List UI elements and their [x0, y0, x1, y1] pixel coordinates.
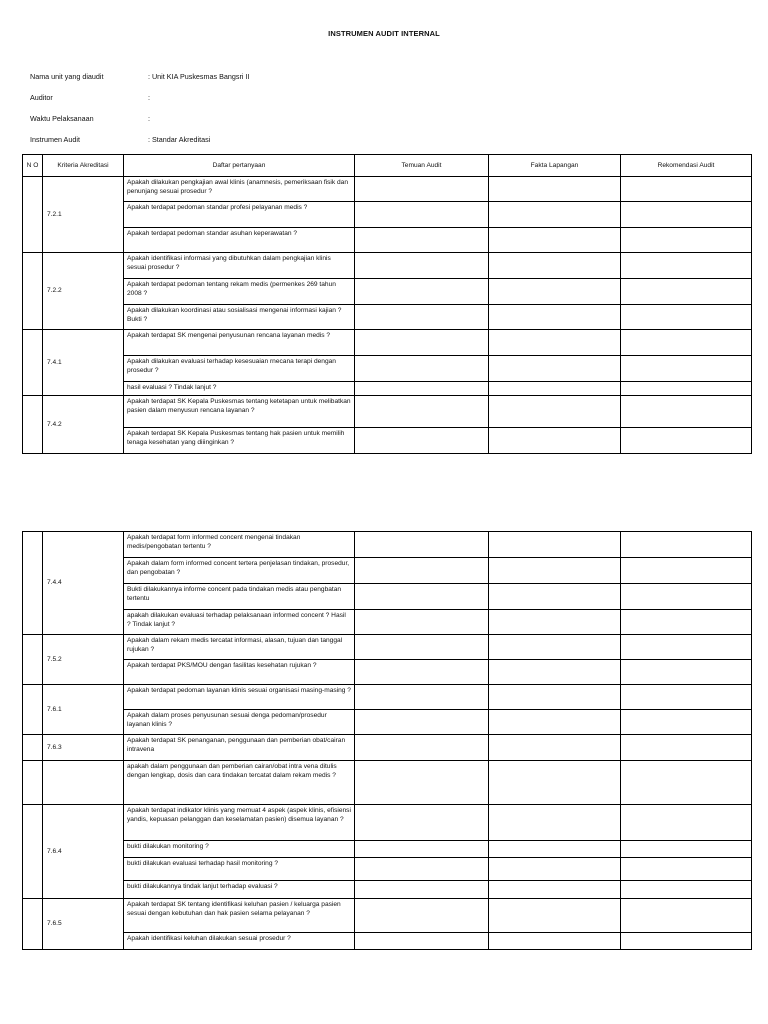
kriteria-cell: 7.6.3 — [43, 735, 124, 761]
rekomendasi-cell[interactable] — [621, 356, 752, 382]
fakta-cell[interactable] — [489, 253, 621, 279]
temuan-cell[interactable] — [355, 805, 489, 841]
question-cell: bukti dilakukan monitoring ? — [124, 841, 355, 858]
no-cell — [23, 899, 43, 950]
rekomendasi-cell[interactable] — [621, 584, 752, 610]
fakta-cell[interactable] — [489, 610, 621, 635]
table-row — [23, 610, 752, 635]
rekomendasi-cell[interactable] — [621, 635, 752, 660]
table-header-row — [23, 155, 752, 177]
question-cell: Apakah terdapat SK tentang identifikasi keluhan pasien / keluarga pasien sesuai dengan kebutuhan dan hak pasien selama pelayanan ? — [124, 899, 355, 933]
table-row — [23, 428, 752, 454]
question-cell: Apakah dalam proses penyusunan sesuai denga pedoman/prosedur layanan klinis ? — [124, 710, 355, 735]
temuan-cell[interactable] — [355, 532, 489, 558]
fakta-cell[interactable] — [489, 177, 621, 202]
temuan-cell[interactable] — [355, 558, 489, 584]
fakta-cell[interactable] — [489, 735, 621, 761]
fakta-cell[interactable] — [489, 899, 621, 933]
table-row — [23, 881, 752, 899]
temuan-cell[interactable] — [355, 710, 489, 735]
table-row — [23, 228, 752, 253]
question-cell: Apakah terdapat indikator klinis yang memuat 4 aspek (aspek klinis, efisiensi yandis, kepuasan pelanggan dan keselamatan pasien) disemua layanan ? — [124, 805, 355, 841]
info-label: Instrumen Audit — [30, 135, 80, 144]
kriteria-cell: 7.2.1 — [43, 177, 124, 253]
no-cell — [23, 635, 43, 685]
info-label: Auditor — [30, 93, 53, 102]
header-rekomendasi: Rekomendasi Audit — [621, 155, 752, 177]
question-cell: Apakah terdapat pedoman standar asuhan keperawatan ? — [124, 228, 355, 253]
no-cell — [23, 805, 43, 899]
rekomendasi-cell[interactable] — [621, 761, 752, 805]
audit-table-page-2 — [22, 531, 752, 950]
fakta-cell[interactable] — [489, 305, 621, 330]
rekomendasi-cell[interactable] — [621, 858, 752, 881]
table-row — [23, 279, 752, 305]
question-cell: Apakah dalam form informed concent tertera penjelasan tindakan, prosedur, dan pengobatan ? — [124, 558, 355, 584]
rekomendasi-cell[interactable] — [621, 428, 752, 454]
no-cell — [23, 685, 43, 735]
rekomendasi-cell[interactable] — [621, 735, 752, 761]
table-row — [23, 735, 752, 761]
question-cell: apakah dilakukan evaluasi terhadap pelaksanaan informed concent ? Hasil ? Tindak lanjut ? — [124, 610, 355, 635]
question-cell: Apakah terdapat pedoman standar profesi pelayanan medis ? — [124, 202, 355, 228]
fakta-cell[interactable] — [489, 356, 621, 382]
question-cell: Apakah terdapat SK penanganan, penggunaan dan pemberian obat/cairan intravena — [124, 735, 355, 761]
table-row — [23, 841, 752, 858]
table-row — [23, 330, 752, 356]
question-cell: Apakah dilakukan koordinasi atau sosialisasi mengenai informasi kajian ? Bukti ? — [124, 305, 355, 330]
header-fakta: Fakta Lapangan — [489, 155, 621, 177]
question-cell: Apakah identifikasi keluhan dilakukan sesuai prosedur ? — [124, 933, 355, 950]
question-cell: Apakah dalam rekam medis tercatat informasi, alasan, tujuan dan tanggal rujukan ? — [124, 635, 355, 660]
temuan-cell[interactable] — [355, 428, 489, 454]
table-row — [23, 305, 752, 330]
temuan-cell[interactable] — [355, 933, 489, 950]
table-row — [23, 532, 752, 558]
fakta-cell[interactable] — [489, 933, 621, 950]
header-temuan: Temuan Audit — [355, 155, 489, 177]
question-cell: Apakah terdapat form informed concent mengenai tindakan medis/pengobatan tertentu ? — [124, 532, 355, 558]
no-cell — [23, 253, 43, 330]
temuan-cell[interactable] — [355, 735, 489, 761]
temuan-cell[interactable] — [355, 202, 489, 228]
fakta-cell[interactable] — [489, 660, 621, 685]
temuan-cell[interactable] — [355, 685, 489, 710]
temuan-cell[interactable] — [355, 899, 489, 933]
fakta-cell[interactable] — [489, 382, 621, 396]
fakta-cell[interactable] — [489, 279, 621, 305]
question-cell: bukti dilakukan evaluasi terhadap hasil monitoring ? — [124, 858, 355, 881]
no-cell — [23, 761, 43, 805]
info-label: Nama unit yang diaudit — [30, 72, 104, 81]
rekomendasi-cell[interactable] — [621, 228, 752, 253]
fakta-cell[interactable] — [489, 858, 621, 881]
question-cell: hasil evaluasi ? Tindak lanjut ? — [124, 382, 355, 396]
temuan-cell[interactable] — [355, 881, 489, 899]
no-cell — [23, 532, 43, 635]
fakta-cell[interactable] — [489, 228, 621, 253]
fakta-cell[interactable] — [489, 710, 621, 735]
no-cell — [23, 396, 43, 454]
table-row — [23, 805, 752, 841]
no-cell — [23, 735, 43, 761]
table-row — [23, 356, 752, 382]
temuan-cell[interactable] — [355, 177, 489, 202]
question-cell: Apakah dilakukan evaluasi terhadap kesesuaian rnecana terapi dengan prosedur ? — [124, 356, 355, 382]
fakta-cell[interactable] — [489, 584, 621, 610]
no-cell — [23, 177, 43, 253]
table-row — [23, 635, 752, 660]
rekomendasi-cell[interactable] — [621, 202, 752, 228]
table-row — [23, 584, 752, 610]
kriteria-cell: 7.4.4 — [43, 532, 124, 635]
table-row — [23, 396, 752, 428]
info-label: Waktu Pelaksanaan — [30, 114, 94, 123]
fakta-cell[interactable] — [489, 805, 621, 841]
rekomendasi-cell[interactable] — [621, 710, 752, 735]
table-row — [23, 933, 752, 950]
kriteria-cell: 7.4.2 — [43, 396, 124, 454]
table-row — [23, 710, 752, 735]
question-cell: Apakah terdapat SK Kepala Puskesmas tentang hak pasien untuk memilih tenaga kesehatan yang diiinginkan ? — [124, 428, 355, 454]
rekomendasi-cell[interactable] — [621, 805, 752, 841]
kriteria-cell: 7.5.2 — [43, 635, 124, 685]
rekomendasi-cell[interactable] — [621, 660, 752, 685]
kriteria-cell: 7.6.4 — [43, 805, 124, 899]
table-row — [23, 761, 752, 805]
fakta-cell[interactable] — [489, 761, 621, 805]
no-cell — [23, 330, 43, 396]
table-row — [23, 558, 752, 584]
question-cell: Apakah terdapat pedoman tentang rekam medis (permenkes 269 tahun 2008 ? — [124, 279, 355, 305]
temuan-cell[interactable] — [355, 858, 489, 881]
table-row — [23, 899, 752, 933]
temuan-cell[interactable] — [355, 279, 489, 305]
info-value: : — [148, 114, 150, 123]
temuan-cell[interactable] — [355, 253, 489, 279]
rekomendasi-cell[interactable] — [621, 933, 752, 950]
kriteria-cell: 7.6.1 — [43, 685, 124, 735]
rekomendasi-cell[interactable] — [621, 396, 752, 428]
temuan-cell[interactable] — [355, 610, 489, 635]
question-cell: Apakah terdapat SK mengenai penyusunan rencana layanan medis ? — [124, 330, 355, 356]
rekomendasi-cell[interactable] — [621, 177, 752, 202]
temuan-cell[interactable] — [355, 356, 489, 382]
fakta-cell[interactable] — [489, 841, 621, 858]
rekomendasi-cell[interactable] — [621, 305, 752, 330]
audit-table-page-1 — [22, 154, 752, 454]
kriteria-cell: 7.2.2 — [43, 253, 124, 330]
temuan-cell[interactable] — [355, 228, 489, 253]
info-value: : Standar Akreditasi — [148, 135, 211, 144]
temuan-cell[interactable] — [355, 330, 489, 356]
rekomendasi-cell[interactable] — [621, 253, 752, 279]
kriteria-cell: 7.4.1 — [43, 330, 124, 396]
fakta-cell[interactable] — [489, 558, 621, 584]
kriteria-cell — [43, 761, 124, 805]
question-cell: Apakah identifikasi informasi yang dibutuhkan dalam pengkajian klinis sesuai prosedur ? — [124, 253, 355, 279]
info-value: : — [148, 93, 150, 102]
temuan-cell[interactable] — [355, 396, 489, 428]
fakta-cell[interactable] — [489, 881, 621, 899]
rekomendasi-cell[interactable] — [621, 279, 752, 305]
rekomendasi-cell[interactable] — [621, 610, 752, 635]
rekomendasi-cell[interactable] — [621, 558, 752, 584]
kriteria-cell: 7.6.5 — [43, 899, 124, 950]
temuan-cell[interactable] — [355, 660, 489, 685]
temuan-cell[interactable] — [355, 305, 489, 330]
fakta-cell[interactable] — [489, 685, 621, 710]
rekomendasi-cell[interactable] — [621, 532, 752, 558]
header-pertanyaan: Daftar pertanyaan — [124, 155, 355, 177]
fakta-cell[interactable] — [489, 635, 621, 660]
table-row — [23, 660, 752, 685]
fakta-cell[interactable] — [489, 202, 621, 228]
rekomendasi-cell[interactable] — [621, 330, 752, 356]
temuan-cell[interactable] — [355, 584, 489, 610]
temuan-cell[interactable] — [355, 841, 489, 858]
table-row — [23, 253, 752, 279]
table-row — [23, 177, 752, 202]
question-cell: Apakah terdapat pedoman layanan klinis sesuai organisasi masing-masing ? — [124, 685, 355, 710]
question-cell: Apakah terdapat PKS/MOU dengan fasilitas kesehatan rujukan ? — [124, 660, 355, 685]
question-cell: Bukti dilakukannya informe concent pada tindakan medis atau pengbatan tertentu — [124, 584, 355, 610]
question-cell: bukti dilakukannya tindak lanjut terhadap evaluasi ? — [124, 881, 355, 899]
question-cell: Apakah dilakukan pengkajian awal klinis (anamnesis, pemeriksaan fisik dan penunjang sesuai prosedur ? — [124, 177, 355, 202]
header-kriteria: Kriteria Akreditasi — [43, 155, 124, 177]
temuan-cell[interactable] — [355, 761, 489, 805]
table-row — [23, 202, 752, 228]
document-title: INSTRUMEN AUDIT INTERNAL — [328, 29, 440, 38]
fakta-cell[interactable] — [489, 330, 621, 356]
temuan-cell[interactable] — [355, 635, 489, 660]
fakta-cell[interactable] — [489, 428, 621, 454]
rekomendasi-cell[interactable] — [621, 899, 752, 933]
info-value: : Unit KIA Puskesmas Bangsri II — [148, 72, 250, 81]
header-no: N O — [23, 155, 43, 177]
rekomendasi-cell[interactable] — [621, 881, 752, 899]
rekomendasi-cell[interactable] — [621, 841, 752, 858]
table-row — [23, 685, 752, 710]
rekomendasi-cell[interactable] — [621, 382, 752, 396]
fakta-cell[interactable] — [489, 532, 621, 558]
rekomendasi-cell[interactable] — [621, 685, 752, 710]
table-row — [23, 858, 752, 881]
table-row — [23, 382, 752, 396]
fakta-cell[interactable] — [489, 396, 621, 428]
question-cell: apakah dalam penggunaan dan pemberian cairan/obat intra vena ditulis dengan lengkap, dosis dan cara tindakan tercatat dalam rekam medis ? — [124, 761, 355, 805]
temuan-cell[interactable] — [355, 382, 489, 396]
question-cell: Apakah terdapat SK Kepala Puskesmas tentang ketetapan untuk melibatkan pasien dalam menyusun rencana layanan ? — [124, 396, 355, 428]
